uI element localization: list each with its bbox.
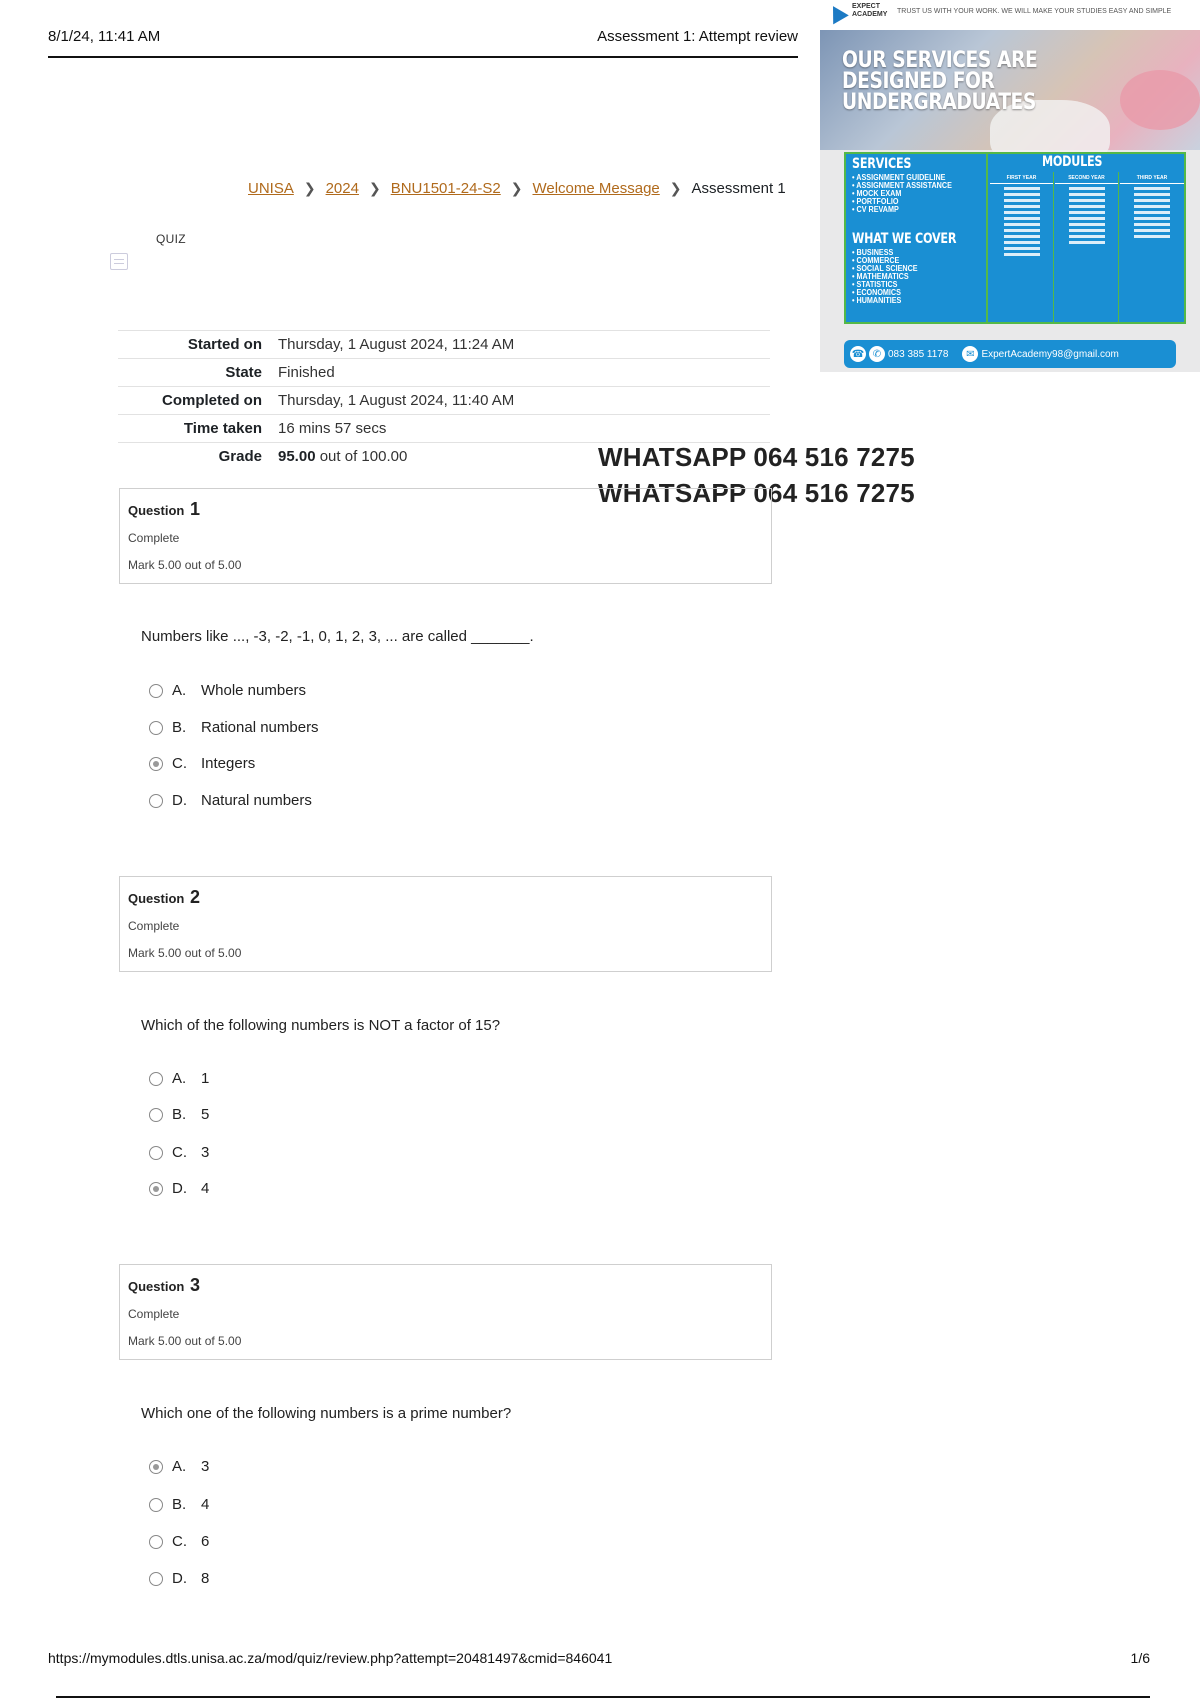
- summary-label: Started on: [187, 336, 262, 353]
- print-header: [48, 28, 798, 58]
- answer-option[interactable]: C. 3: [149, 1144, 209, 1161]
- radio-button[interactable]: [149, 794, 163, 808]
- breadcrumb-link-year[interactable]: 2024: [325, 180, 359, 197]
- ad-services-list: • ASSIGNMENT GUIDELINE • ASSIGNMENT ASSISTANCE • MOCK EXAM • PORTFOLIO • CV REVAMP: [852, 173, 952, 214]
- radio-button-selected[interactable]: [149, 1460, 163, 1474]
- radio-button[interactable]: [149, 1572, 163, 1586]
- ad-services-heading: SERVICES: [852, 156, 912, 172]
- ad-headline: OUR SERVICES ARE DESIGNED FOR UNDERGRADUATES: [842, 48, 1038, 115]
- radio-button[interactable]: [149, 1108, 163, 1122]
- answer-option[interactable]: A. Whole numbers: [149, 682, 306, 699]
- activity-type-label: QUIZ: [156, 232, 186, 246]
- summary-value: 16 mins 57 secs: [278, 420, 387, 437]
- breadcrumb: [248, 180, 786, 197]
- radio-button[interactable]: [149, 1072, 163, 1086]
- answer-option[interactable]: B. 4: [149, 1496, 209, 1513]
- ad-brand: EXPECT ACADEMY: [852, 3, 888, 18]
- breadcrumb-link-section[interactable]: Welcome Message: [532, 180, 660, 197]
- radio-button-selected[interactable]: [149, 757, 163, 771]
- quiz-icon: [110, 253, 128, 270]
- answer-option[interactable]: C. Integers: [149, 755, 255, 772]
- radio-button[interactable]: [149, 1498, 163, 1512]
- question-state: Complete: [128, 1307, 180, 1321]
- question-text: Which one of the following numbers is a prime number?: [141, 1405, 512, 1422]
- whatsapp-icon: ✆: [869, 346, 885, 362]
- summary-value: Thursday, 1 August 2024, 11:40 AM: [278, 392, 515, 409]
- ad-phone: 083 385 1178: [888, 348, 949, 360]
- ad-cover-list: • BUSINESS • COMMERCE • SOCIAL SCIENCE • MATHEMATICS • STATISTICS • ECONOMICS • HUMANITIES: [852, 248, 918, 305]
- answer-option[interactable]: D. 8: [149, 1570, 209, 1587]
- ad-topbar: [820, 0, 1200, 30]
- question-state: Complete: [128, 919, 180, 933]
- answer-option[interactable]: D. Natural numbers: [149, 792, 312, 809]
- question-number: Question 1: [128, 499, 200, 519]
- question-text: Which of the following numbers is NOT a factor of 15?: [141, 1017, 501, 1034]
- question-info-box: [119, 1264, 772, 1360]
- radio-button-selected[interactable]: [149, 1182, 163, 1196]
- radio-button[interactable]: [149, 684, 163, 698]
- radio-button[interactable]: [149, 721, 163, 735]
- advertisement-banner: [820, 0, 1200, 372]
- print-date: 8/1/24, 11:41 AM: [48, 28, 161, 45]
- question-number: Question 2: [128, 887, 200, 907]
- summary-label: Grade: [218, 448, 262, 466]
- radio-button[interactable]: [149, 1535, 163, 1549]
- paper-plane-icon: [825, 2, 849, 25]
- question-state: Complete: [128, 531, 180, 545]
- summary-label: Time taken: [183, 420, 262, 437]
- ad-modules-heading: MODULES: [1042, 154, 1103, 170]
- question-number: Question 3: [128, 1275, 200, 1295]
- ad-email: ExpertAcademy98@gmail.com: [981, 348, 1119, 360]
- ad-module-column: THIRD YEAR: [1120, 172, 1184, 322]
- answer-option[interactable]: B. 5: [149, 1106, 209, 1123]
- question-mark: Mark 5.00 out of 5.00: [128, 1334, 242, 1348]
- question-info-box: [119, 488, 772, 584]
- ad-cover-heading: WHAT WE COVER: [852, 231, 957, 247]
- print-page-number: 1/6: [1130, 1650, 1150, 1666]
- footer-divider: [56, 1696, 1150, 1698]
- answer-option[interactable]: B. Rational numbers: [149, 719, 319, 736]
- question-mark: Mark 5.00 out of 5.00: [128, 946, 242, 960]
- question-mark: Mark 5.00 out of 5.00: [128, 558, 242, 572]
- summary-row-completed: [118, 387, 770, 415]
- watermark-text: WHATSAPP 064 516 7275: [598, 442, 915, 472]
- ad-tagline: TRUST US WITH YOUR WORK. WE WILL MAKE YOUR STUDIES EASY AND SIMPLE: [897, 8, 1172, 15]
- phone-icon: ☎: [850, 346, 866, 362]
- grade-total: out of 100.00: [319, 448, 408, 466]
- summary-row-started: [118, 331, 770, 359]
- summary-label: State: [225, 364, 262, 381]
- email-icon: ✉: [962, 346, 978, 362]
- answer-option[interactable]: A. 1: [149, 1070, 209, 1087]
- summary-row-state: [118, 359, 770, 387]
- answer-option[interactable]: C. 6: [149, 1533, 209, 1550]
- breadcrumb-link-unisa[interactable]: UNISA: [248, 180, 294, 197]
- breadcrumb-current: Assessment 1: [691, 180, 786, 197]
- ad-contact-bar: [844, 340, 1176, 368]
- summary-value: Thursday, 1 August 2024, 11:24 AM: [278, 336, 515, 353]
- answer-option[interactable]: A. 3: [149, 1458, 209, 1475]
- summary-row-time: [118, 415, 770, 443]
- grade-score: 95.00: [278, 448, 316, 466]
- ad-module-column: SECOND YEAR: [1055, 172, 1119, 322]
- chevron-right-icon: ❯: [510, 180, 523, 196]
- summary-label: Completed on: [162, 392, 262, 409]
- print-url: https://mymodules.dtls.unisa.ac.za/mod/quiz/review.php?attempt=20481497&cmid=846041: [48, 1650, 613, 1666]
- chevron-right-icon: ❯: [669, 180, 682, 196]
- ad-info-panel: [844, 152, 1186, 324]
- answer-option[interactable]: D. 4: [149, 1180, 209, 1197]
- question-text: Numbers like ..., -3, -2, -1, 0, 1, 2, 3, ... are called _______.: [141, 628, 534, 645]
- print-title: Assessment 1: Attempt review: [597, 28, 798, 45]
- watermark-text: WHATSAPP 064 516 7275: [598, 478, 915, 508]
- ad-module-column: FIRST YEAR: [990, 172, 1054, 322]
- question-info-box: [119, 876, 772, 972]
- chevron-right-icon: ❯: [303, 180, 316, 196]
- breadcrumb-link-course[interactable]: BNU1501-24-S2: [390, 180, 501, 197]
- radio-button[interactable]: [149, 1146, 163, 1160]
- chevron-right-icon: ❯: [368, 180, 381, 196]
- summary-value: Finished: [278, 364, 335, 381]
